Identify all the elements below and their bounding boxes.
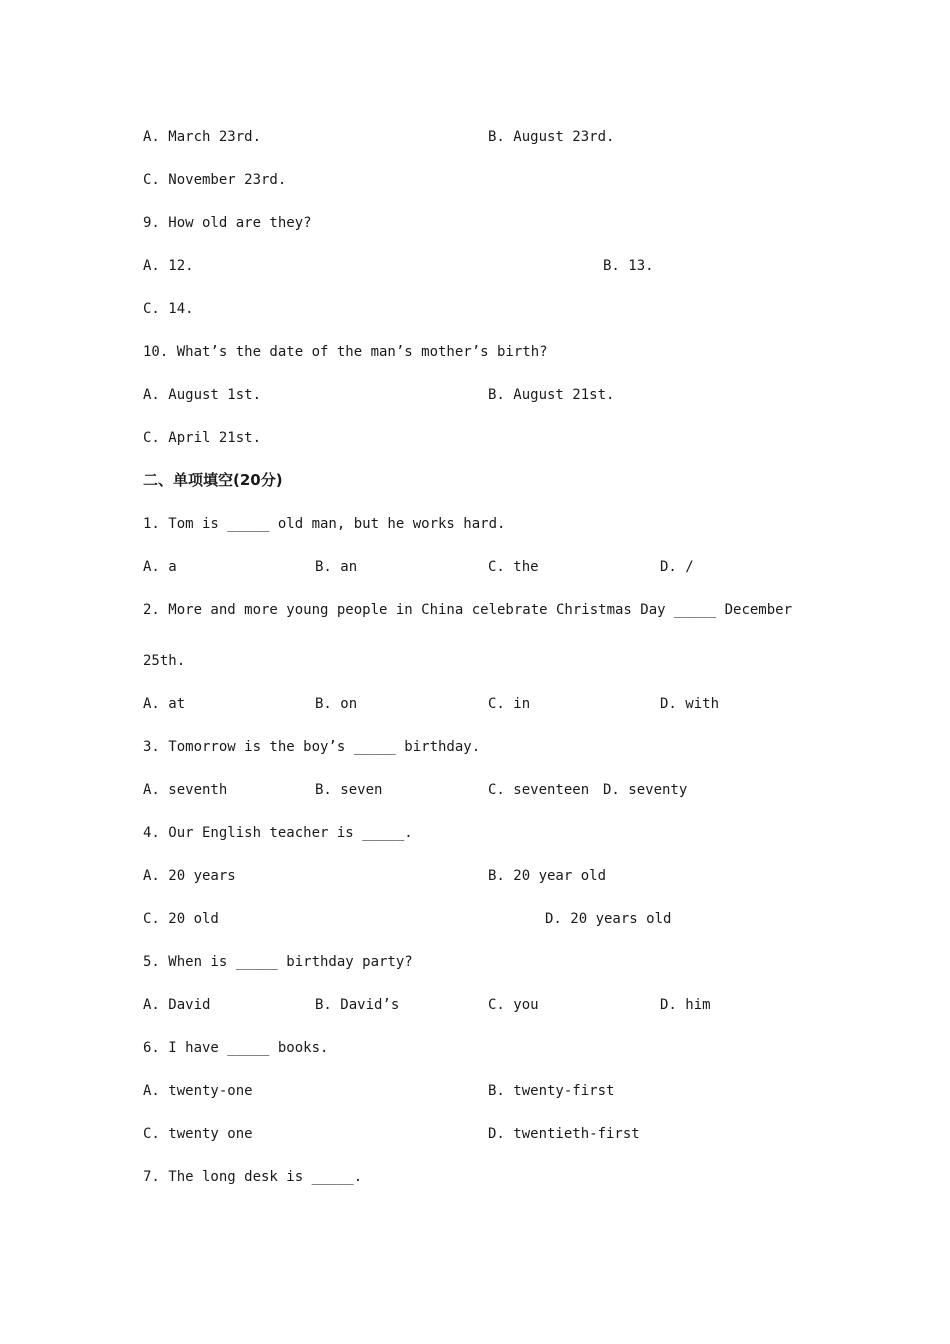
s2-q6-option-d: D. twentieth-first [488,1126,640,1142]
q9-option-a: A. 12. [143,258,194,274]
s2-q2-question-line1: 2. More and more young people in China celebrate Christmas Day _____ December [143,602,793,618]
s2-q2-option-d: D. with [660,696,720,712]
s2-q5-option-d: D. him [660,997,711,1013]
q10-option-c: C. April 21st. [143,430,262,446]
s2-q2-option-b: B. on [315,696,358,712]
s2-q3-option-a: A. seventh [143,782,228,798]
s2-q6-question: 6. I have _____ books. [143,1040,329,1056]
s2-q4-option-c: C. 20 old [143,911,219,927]
s2-q7-question: 7. The long desk is _____. [143,1169,363,1185]
s2-q4-option-b: B. 20 year old [488,868,607,884]
s2-q4-question: 4. Our English teacher is _____. [143,825,413,841]
s2-q2-option-a: A. at [143,696,186,712]
s2-q1-option-b: B. an [315,559,358,575]
q10-option-a: A. August 1st. [143,387,262,403]
s2-q1-option-d: D. / [660,559,694,575]
s2-q3-option-b: B. seven [315,782,383,798]
s2-q1-option-c: C. the [488,559,539,575]
q9-question: 9. How old are they? [143,215,312,231]
s2-q1-option-a: A. a [143,559,177,575]
s2-q5-option-a: A. David [143,997,211,1013]
q10-option-b: B. August 21st. [488,387,615,403]
s2-q2-question-line2: 25th. [143,653,186,669]
q8-option-b: B. August 23rd. [488,129,615,145]
s2-q6-option-c: C. twenty one [143,1126,253,1142]
s2-q5-option-c: C. you [488,997,539,1013]
s2-q1-question: 1. Tom is _____ old man, but he works hard. [143,516,506,532]
q9-option-b: B. 13. [603,258,654,274]
s2-q6-option-a: A. twenty-one [143,1083,253,1099]
q10-question: 10. What’s the date of the man’s mother’s birth? [143,344,548,360]
s2-q6-option-b: B. twenty-first [488,1083,615,1099]
s2-q5-question: 5. When is _____ birthday party? [143,954,413,970]
s2-q3-option-d: D. seventy [603,782,688,798]
s2-q3-question: 3. Tomorrow is the boy’s _____ birthday. [143,739,481,755]
s2-q3-option-c: C. seventeen [488,782,590,798]
q8-option-c: C. November 23rd. [143,172,287,188]
s2-q5-option-b: B. David’s [315,997,400,1013]
s2-q4-option-a: A. 20 years [143,868,236,884]
section-heading: 二、单项填空(20分) [143,471,283,489]
q9-option-c: C. 14. [143,301,194,317]
q8-option-a: A. March 23rd. [143,129,262,145]
s2-q2-option-c: C. in [488,696,531,712]
s2-q4-option-d: D. 20 years old [545,911,672,927]
